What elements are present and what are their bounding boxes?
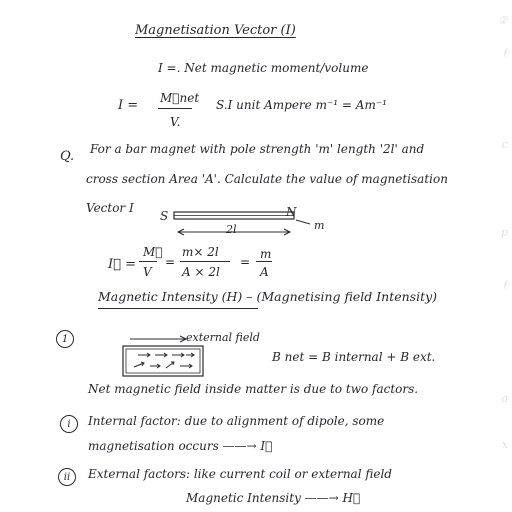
question-line-3: Vector I (86, 201, 134, 215)
formula-lhs: I = (118, 98, 139, 113)
bnet-equation: B net = B internal + B ext. (272, 350, 436, 364)
derivation-frac1-num: M⃗ (143, 245, 163, 259)
dipole-arrows (134, 353, 194, 368)
page-title: Magnetisation Vector (I) (135, 23, 296, 38)
bleed-through: ② ( c p ( a x (498, 14, 508, 451)
derivation-lhs: I⃗ = (108, 257, 136, 272)
derivation-frac3-den: A (260, 265, 269, 279)
factor-1-marker: i (60, 415, 78, 433)
derivation-frac3-num: m (260, 247, 272, 261)
section2-title: Magnetic Intensity (H) – (Magnetising field Intensity) (98, 289, 438, 304)
si-unit: S.I unit Ampere m⁻¹ = Am⁻¹ (216, 98, 387, 112)
north-pole-label: N (286, 205, 297, 219)
length-label: 2l (226, 223, 237, 236)
derivation-frac2-num: m× 2l (182, 245, 219, 259)
factor-2-line-1: External factors: like current coil or external field (88, 467, 392, 481)
formula-numerator: M⃗net (160, 91, 200, 105)
question-label: Q. (60, 149, 75, 164)
external-field-label: external field (186, 331, 260, 344)
derivation-frac1-den: V (143, 265, 152, 279)
factor-1-line-1: Internal factor: due to alignment of dipole, some (88, 414, 385, 428)
question-line-2: cross section Area 'A'. Calculate the value of magnetisation (86, 172, 448, 186)
point-1-marker: 1 (56, 330, 74, 348)
question-line-1: For a bar magnet with pole strength 'm' length '2l' and (90, 142, 425, 156)
derivation-frac2-den: A × 2l (182, 265, 220, 279)
definition-line: I =. Net magnetic moment/volume (158, 61, 369, 75)
south-pole-label: S (160, 209, 169, 223)
factor-1-line-2: magnetisation occurs ——→ I⃗ (88, 439, 273, 453)
formula-denominator: V. (170, 115, 181, 129)
derivation-eq2: = (165, 255, 176, 269)
net-field-line: Net magnetic field inside matter is due to two factors. (88, 382, 419, 396)
factor-2-line-2: Magnetic Intensity ——→ H⃗ (186, 491, 361, 505)
dipole-box-outer (123, 346, 203, 376)
factor-2-marker: ii (58, 468, 76, 486)
dipole-box-inner (126, 349, 200, 373)
derivation-eq3: = (240, 255, 251, 269)
pole-strength-label: m (314, 219, 325, 232)
